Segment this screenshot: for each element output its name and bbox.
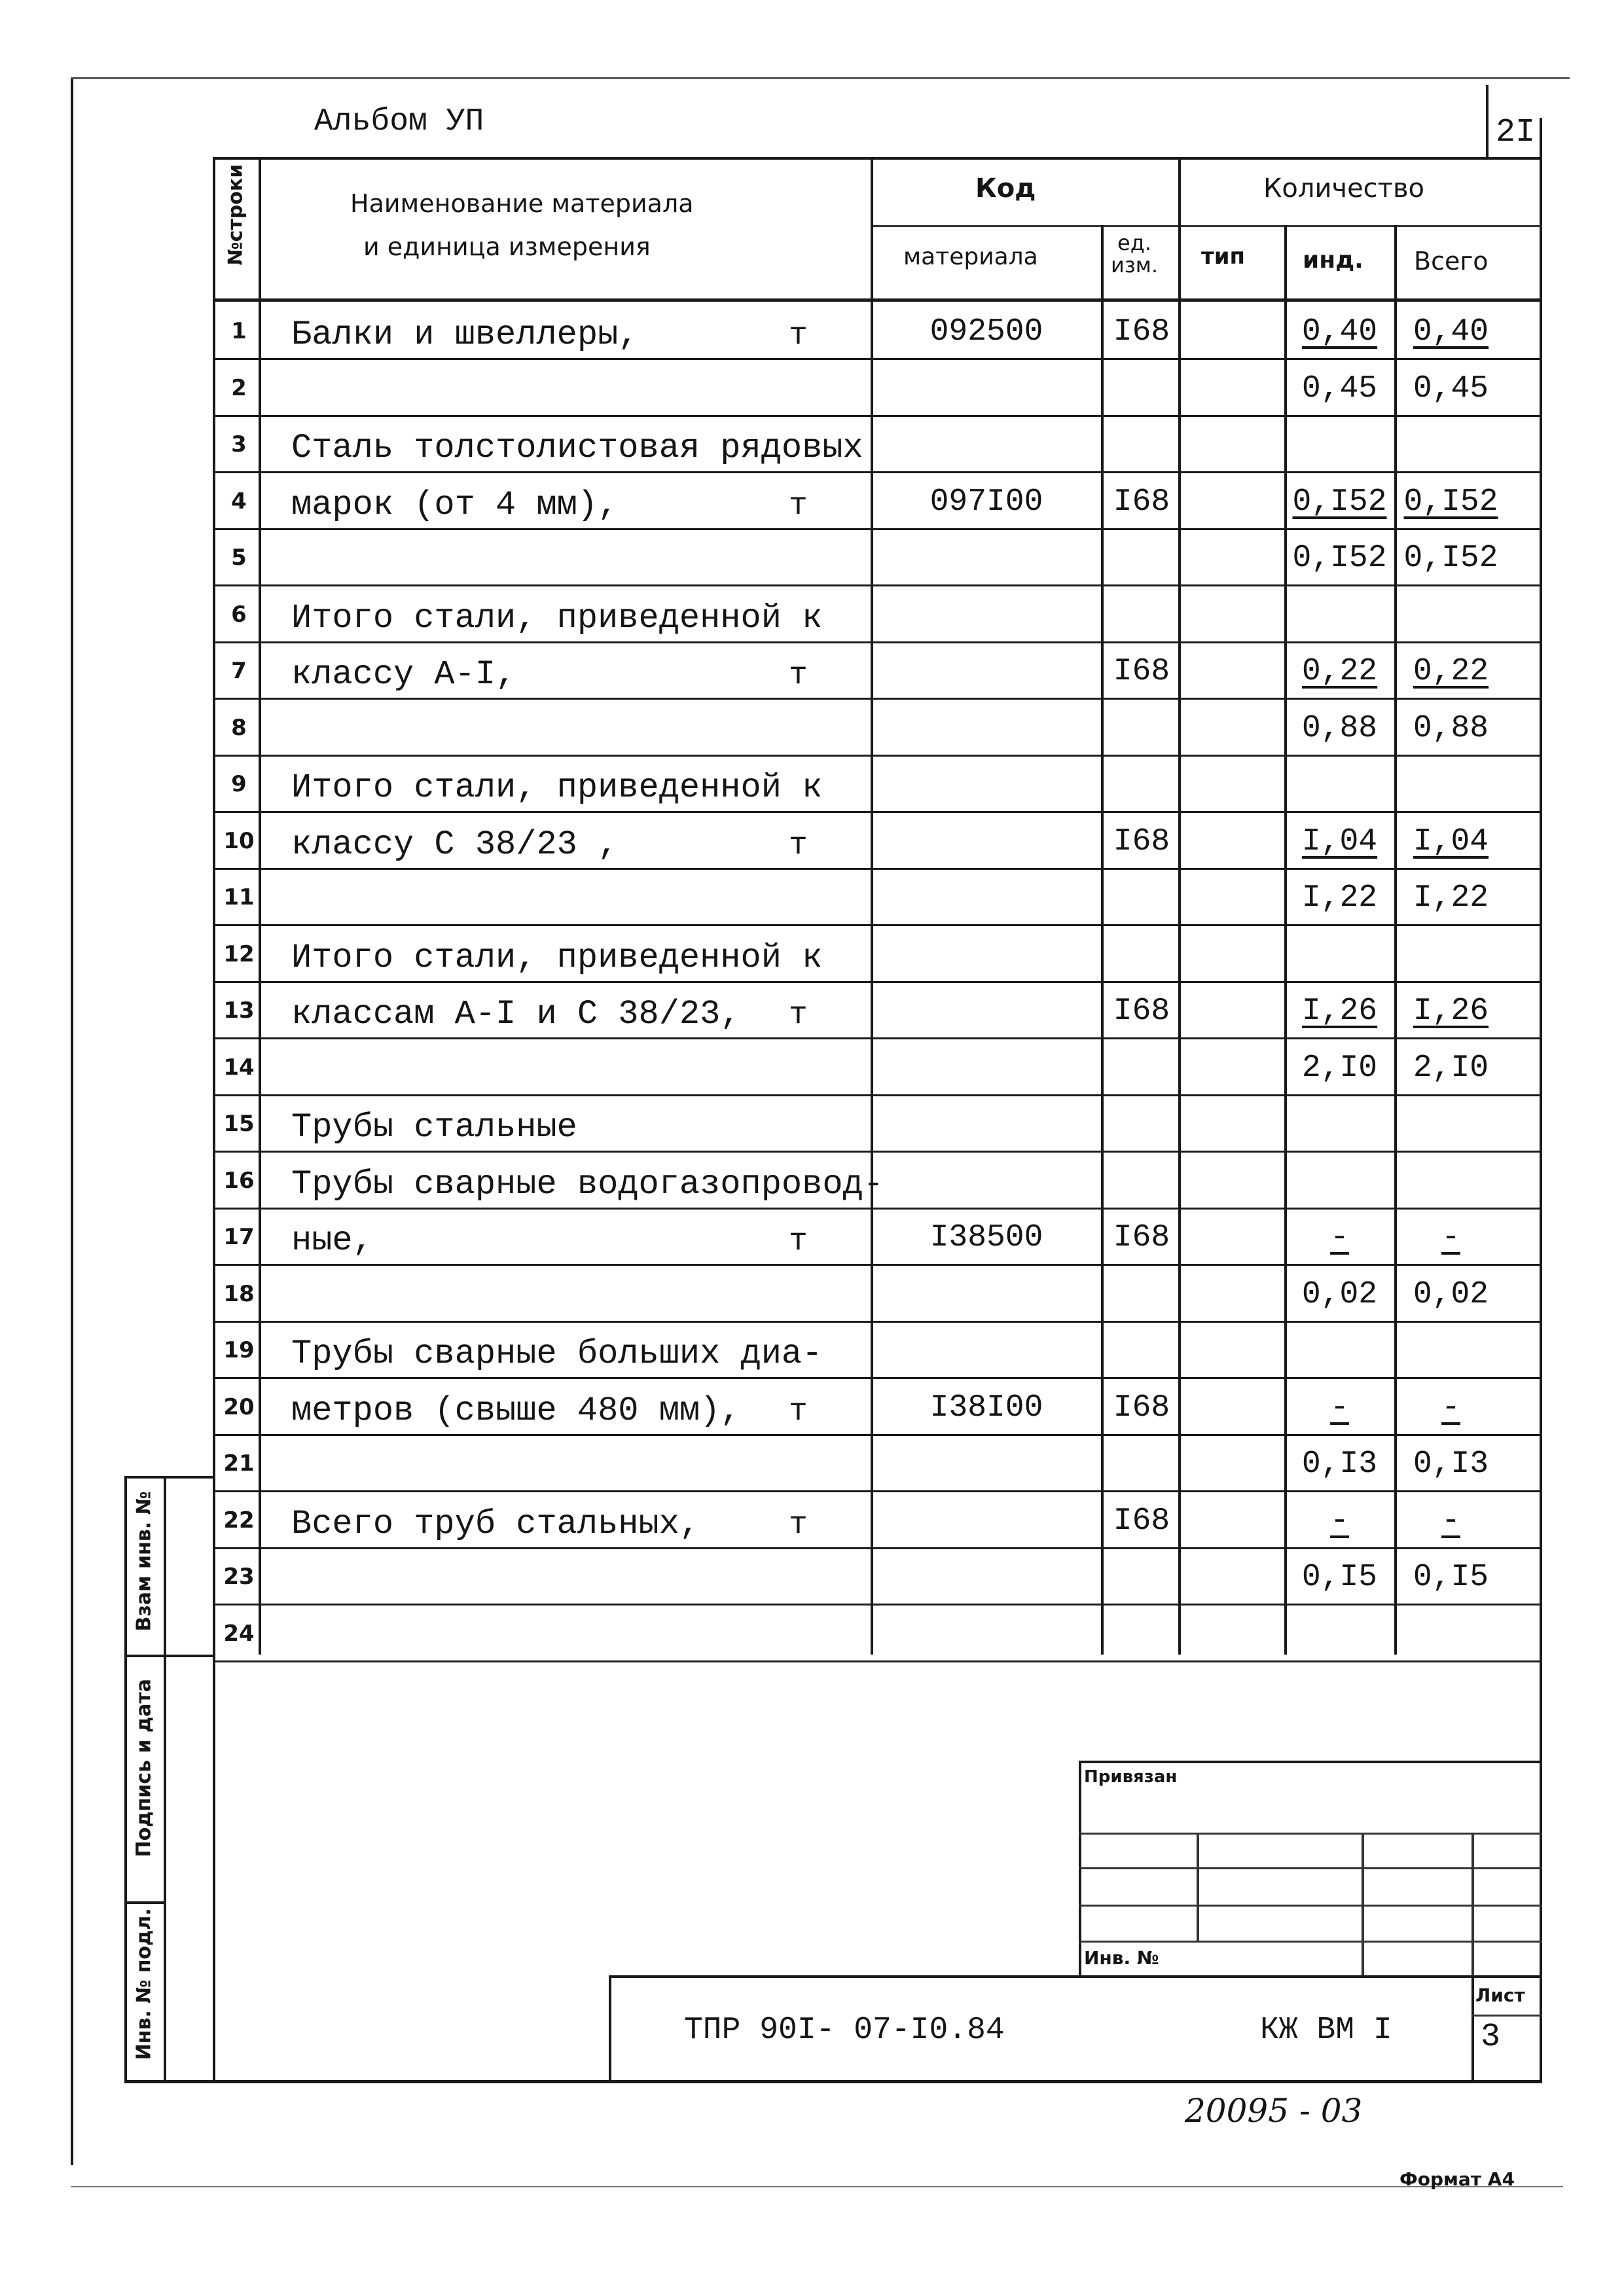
qty-total: -	[1441, 1220, 1460, 1255]
col-header-code: Код	[975, 173, 1036, 204]
qty-individual: 0,22	[1301, 654, 1378, 689]
material-name: Итого стали, приведенной к	[291, 768, 823, 807]
material-unit: т	[789, 1507, 808, 1543]
header-bottom-line	[213, 157, 1542, 160]
material-unit: т	[789, 828, 808, 863]
row-number: 17	[223, 1224, 255, 1250]
row-number: 20	[223, 1394, 255, 1420]
material-name: Итого стали, приведенной к	[291, 599, 823, 637]
material-unit: т	[789, 488, 808, 524]
unit-code: I68	[1113, 1220, 1170, 1255]
inner-frame-bottom	[124, 2080, 1542, 2083]
material-unit: т	[789, 318, 808, 353]
col-header-total: Всего	[1414, 247, 1489, 276]
material-code: I38I00	[929, 1390, 1043, 1426]
margin-box-left	[124, 1476, 127, 2081]
col-header-type: тип	[1201, 243, 1246, 270]
row-number: 24	[223, 1621, 255, 1647]
unit-code: I68	[1113, 994, 1170, 1029]
qty-total: -	[1441, 1503, 1460, 1539]
unit-code: I68	[1113, 314, 1170, 350]
material-name: марок (от 4 мм),	[291, 486, 619, 524]
qty-individual: -	[1330, 1390, 1349, 1426]
qty-total: -	[1441, 1390, 1460, 1426]
stamp-mark: КЖ ВМ I	[1260, 2013, 1392, 2048]
material-code: 097I00	[929, 484, 1043, 520]
qty-total: I,26	[1413, 994, 1489, 1029]
col-header-name-line1: Наименование материала	[350, 189, 694, 218]
qty-individual: I,26	[1301, 994, 1378, 1029]
album-title: Альбом УП	[314, 104, 484, 139]
stamp-sheet-divider	[1471, 2015, 1542, 2017]
qty-individual: I,04	[1301, 824, 1378, 859]
margin-box-sep1	[124, 1655, 213, 1657]
material-name: Трубы стальные	[291, 1108, 577, 1147]
material-unit: т	[789, 658, 808, 693]
qty-total: 0,02	[1413, 1277, 1489, 1312]
stamp-col-1	[1197, 1833, 1199, 1941]
row-number: 2	[231, 375, 247, 401]
unit-code: I68	[1113, 1390, 1170, 1426]
qty-individual: 0,45	[1301, 371, 1378, 406]
col-header-unit: ед. изм.	[1110, 230, 1159, 278]
col-header-quantity: Количество	[1263, 173, 1425, 204]
stamp-inv-no-label: Инв. №	[1084, 1947, 1159, 1969]
subheader-line	[871, 225, 1542, 227]
material-code: I38500	[929, 1220, 1043, 1255]
col-header-row-no: №строки	[224, 164, 247, 266]
qty-individual: 0,I3	[1301, 1446, 1378, 1482]
qty-individual: -	[1330, 1220, 1349, 1255]
margin-box-inner	[164, 1476, 166, 2081]
col-header-material: материала	[903, 243, 1038, 270]
qty-total: 0,I52	[1403, 484, 1498, 520]
outer-frame-top	[71, 77, 1570, 79]
unit-code: I68	[1113, 1503, 1170, 1539]
row-number: 14	[223, 1054, 255, 1081]
material-name: Итого стали, приведенной к	[291, 939, 823, 977]
qty-individual: -	[1330, 1503, 1349, 1539]
material-name: классам А-I и С 38/23,	[291, 995, 741, 1033]
qty-individual: 0,I5	[1301, 1560, 1378, 1595]
page-number-box-left	[1486, 85, 1489, 158]
row-number: 15	[223, 1111, 255, 1137]
qty-total: I,04	[1413, 824, 1489, 859]
material-name: Сталь толстолистовая рядовых	[291, 429, 863, 467]
qty-total: 2,I0	[1413, 1050, 1489, 1086]
qty-total: 0,I52	[1403, 541, 1498, 576]
qty-total: 0,88	[1413, 711, 1489, 746]
qty-total: I,22	[1413, 880, 1489, 916]
row-number: 4	[231, 488, 247, 514]
stamp-doc-code: ТПР 90I- 07-I0.84	[684, 2013, 1005, 2048]
unit-code: I68	[1113, 654, 1170, 689]
stamp-col-2	[1362, 1833, 1364, 1977]
row-number: 10	[223, 828, 255, 854]
material-unit: т	[789, 997, 808, 1033]
margin-box-sep2	[124, 1901, 166, 1904]
qty-individual: 0,I52	[1292, 541, 1387, 576]
label-inv-podl: Инв. № подл.	[132, 1908, 156, 2060]
qty-individual: 0,40	[1301, 314, 1378, 350]
label-vzam-inv: Взам инв. №	[132, 1491, 156, 1632]
material-name: метров (свыше 480 мм),	[291, 1391, 741, 1430]
row-number: 3	[231, 431, 247, 457]
page-number: 2I	[1496, 114, 1536, 151]
handwritten-number: 20095 - 03	[1185, 2092, 1363, 2130]
stamp-sheet-number: 3	[1481, 2018, 1501, 2056]
qty-total: 0,40	[1413, 314, 1489, 350]
bottom-cut-line	[71, 2186, 1563, 2187]
material-name: Всего труб стальных,	[291, 1505, 700, 1543]
qty-individual: 0,02	[1301, 1277, 1378, 1312]
row-number: 21	[223, 1450, 255, 1477]
stamp-privyazan-label: Привязан	[1084, 1767, 1178, 1787]
material-code: 092500	[929, 314, 1043, 350]
material-unit: т	[789, 1394, 808, 1429]
material-name: Балки и швеллеры,	[291, 315, 639, 354]
material-name: ные,	[291, 1221, 373, 1260]
stamp-sheet-left	[1471, 1975, 1474, 2083]
row-bottom-line	[213, 1660, 1542, 1662]
qty-individual: 2,I0	[1301, 1050, 1378, 1086]
label-podpis-data: Подпись и дата	[132, 1679, 156, 1857]
outer-frame-left	[71, 77, 73, 2165]
row-number: 5	[231, 545, 247, 571]
row-number: 7	[231, 658, 247, 684]
margin-box-top	[124, 1476, 213, 1479]
material-name: Трубы сварные больших диа-	[291, 1335, 823, 1373]
stamp-sheet-label: Лист	[1475, 1984, 1525, 2006]
stamp-col-3	[1471, 1833, 1474, 1977]
stamp-privyazan-top	[1079, 1761, 1542, 1763]
qty-individual: 0,I52	[1292, 484, 1387, 520]
qty-total: 0,22	[1413, 654, 1489, 689]
row-number: 19	[223, 1337, 255, 1363]
material-unit: т	[789, 1224, 808, 1259]
stamp-main-top	[609, 1975, 1542, 1978]
format-label: Формат А4	[1399, 2168, 1515, 2190]
row-number: 12	[223, 941, 255, 967]
material-name: классу С 38/23 ,	[291, 825, 619, 864]
qty-individual: 0,88	[1301, 711, 1378, 746]
material-name: классу А-I,	[291, 655, 516, 694]
row-number: 8	[231, 715, 247, 741]
unit-code: I68	[1113, 824, 1170, 859]
row-number: 13	[223, 997, 255, 1024]
stamp-main-left	[609, 1975, 611, 2083]
row-number: 23	[223, 1564, 255, 1590]
row-number: 16	[223, 1168, 255, 1194]
qty-individual: I,22	[1301, 880, 1378, 916]
row-number: 6	[231, 601, 247, 628]
qty-total: 0,45	[1413, 371, 1489, 406]
col-header-ind: инд.	[1303, 247, 1363, 274]
row-number: 11	[223, 884, 255, 910]
material-name: Трубы сварные водогазопровод-	[291, 1165, 884, 1204]
qty-total: 0,I3	[1413, 1446, 1489, 1482]
row-number: 1	[231, 318, 247, 344]
row-number: 22	[223, 1507, 255, 1534]
row-number: 18	[223, 1281, 255, 1307]
col-header-name-line2: и единица измерения	[363, 232, 651, 261]
qty-total: 0,I5	[1413, 1560, 1489, 1595]
row-number: 9	[231, 771, 247, 797]
table-row	[213, 1604, 1542, 1660]
unit-code: I68	[1113, 484, 1170, 520]
